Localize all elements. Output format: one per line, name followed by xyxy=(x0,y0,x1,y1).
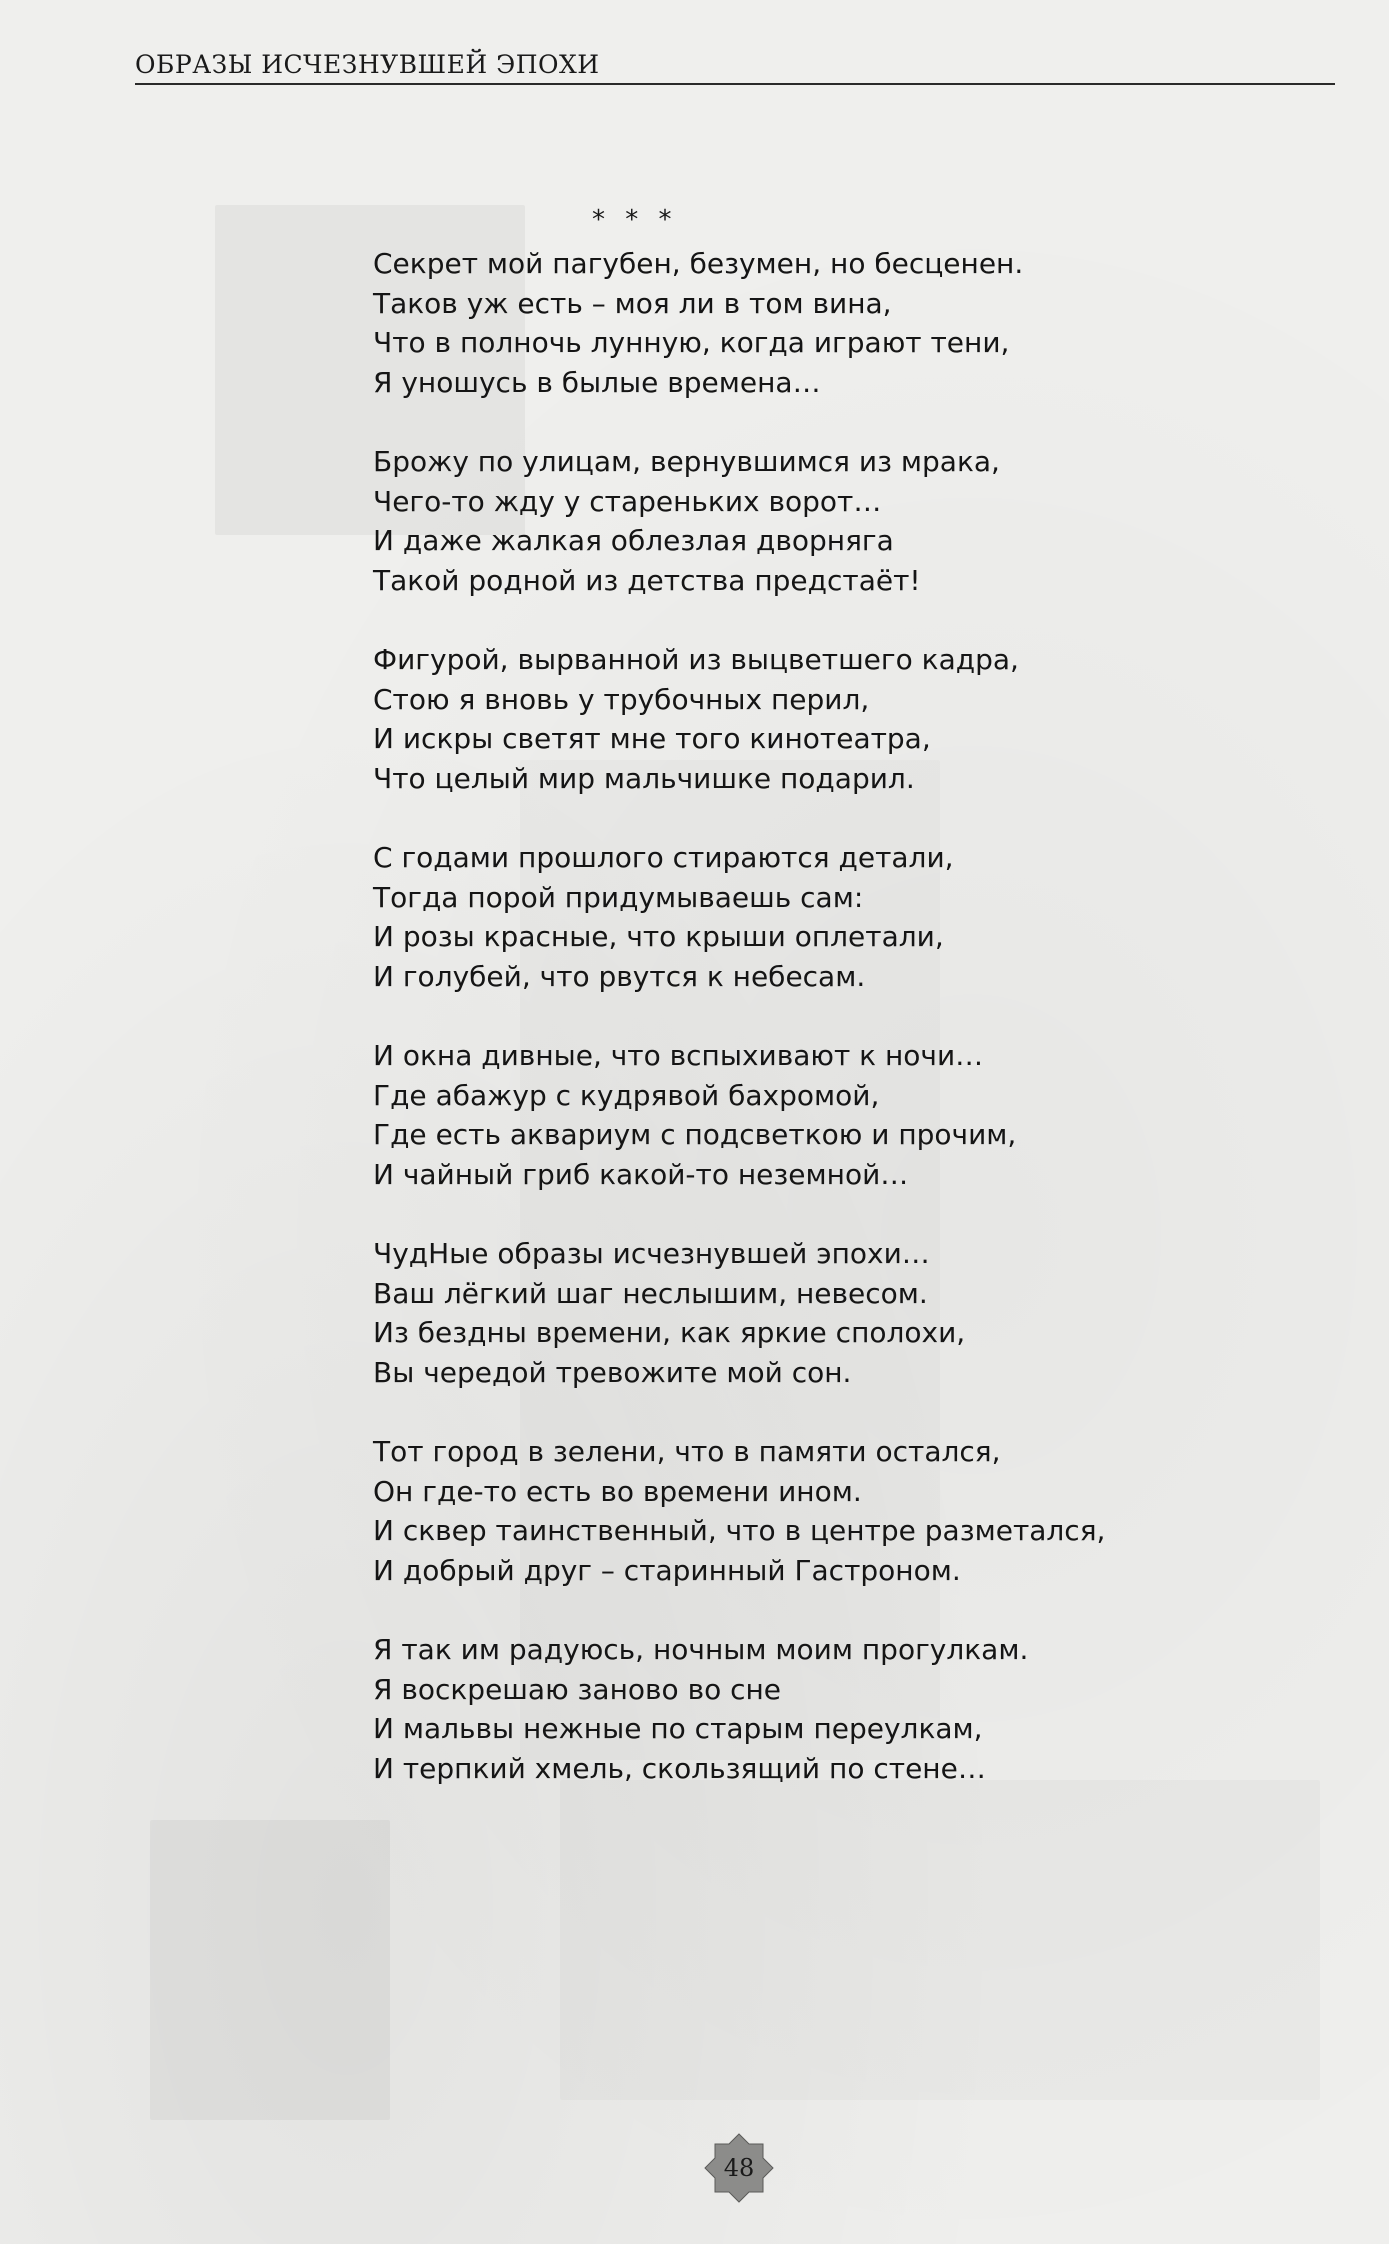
poem-line: Секрет мой пагубен, безумен, но бесценен. xyxy=(373,247,1024,280)
poem-line: И искры светят мне того кинотеатра, xyxy=(373,722,931,755)
poem-line: Чего-то жду у стареньких ворот… xyxy=(373,484,882,518)
poem-line: Он где-то есть во времени ином. xyxy=(373,1474,862,1508)
poem-line: Что целый мир мальчишке подарил. xyxy=(373,761,915,795)
poem-line: И розы красные, что крыши оплетали, xyxy=(373,920,944,953)
poem-line: И голубей, что рвутся к небесам. xyxy=(373,959,866,993)
poem-line: И чайный гриб какой-то неземной… xyxy=(373,1157,909,1191)
poem-line: Брожу по улицам, вернувшимся из мрака, xyxy=(373,445,1000,478)
poem-line: Тогда порой придумываешь сам: xyxy=(373,880,864,914)
poem-line: Ваш лёгкий шаг неслышим, невесом. xyxy=(373,1276,928,1310)
poem-line: Вы чередой тревожите мой сон. xyxy=(373,1355,852,1389)
stanza xyxy=(373,1036,1153,1194)
poem-separator: * * * xyxy=(592,205,678,235)
poem-line: И окна дивные, что вспыхивают к ночи… xyxy=(373,1039,984,1072)
header-rule xyxy=(135,83,1335,85)
bleed-through-photo xyxy=(150,1820,390,2120)
stanza xyxy=(373,1234,1153,1392)
poem-line: Я воскрешаю заново во сне xyxy=(373,1672,782,1706)
page-number: 48 xyxy=(723,2154,755,2182)
poem-line: С годами прошлого стираются детали, xyxy=(373,841,954,874)
poem-line: Таков уж есть – моя ли в том вина, xyxy=(373,286,892,320)
poem-line: Где есть аквариум с подсветкою и прочим, xyxy=(373,1118,1017,1151)
poem xyxy=(373,244,1153,1828)
stanza xyxy=(373,1432,1153,1590)
poem-line: ЧудНые образы исчезнувшей эпохи… xyxy=(373,1237,930,1270)
page-number-badge xyxy=(703,2132,775,2204)
poem-line: Такой родной из детства предстаёт! xyxy=(373,563,921,597)
poem-line: И сквер таинственный, что в центре разметался, xyxy=(373,1514,1106,1547)
poem-line: Что в полночь лунную, когда играют тени, xyxy=(373,326,1010,359)
stanza xyxy=(373,838,1153,996)
poem-line: И добрый друг – старинный Гастроном. xyxy=(373,1553,961,1587)
stanza xyxy=(373,1630,1153,1788)
poem-line: Тот город в зелени, что в памяти остался, xyxy=(373,1435,1001,1468)
poem-line: Фигурой, вырванной из выцветшего кадра, xyxy=(373,643,1019,676)
stanza xyxy=(373,244,1153,402)
bleed-through-text-block xyxy=(560,1780,1320,2100)
stanza xyxy=(373,640,1153,798)
running-header: ОБРАЗЫ ИСЧЕЗНУВШЕЙ ЭПОХИ xyxy=(135,50,600,79)
poem-line: И даже жалкая облезлая дворняга xyxy=(373,524,894,557)
poem-line: Из бездны времени, как яркие сполохи, xyxy=(373,1316,966,1349)
poem-line: И мальвы нежные по старым переулкам, xyxy=(373,1712,983,1745)
poem-line: Я уношусь в былые времена… xyxy=(373,365,821,399)
stanza xyxy=(373,442,1153,600)
poem-line: Где абажур с кудрявой бахромой, xyxy=(373,1078,880,1112)
poem-line: И терпкий хмель, скользящий по стене… xyxy=(373,1751,986,1785)
poem-line: Стою я вновь у трубочных перил, xyxy=(373,682,870,716)
poem-line: Я так им радуюсь, ночным моим прогулкам. xyxy=(373,1633,1029,1666)
